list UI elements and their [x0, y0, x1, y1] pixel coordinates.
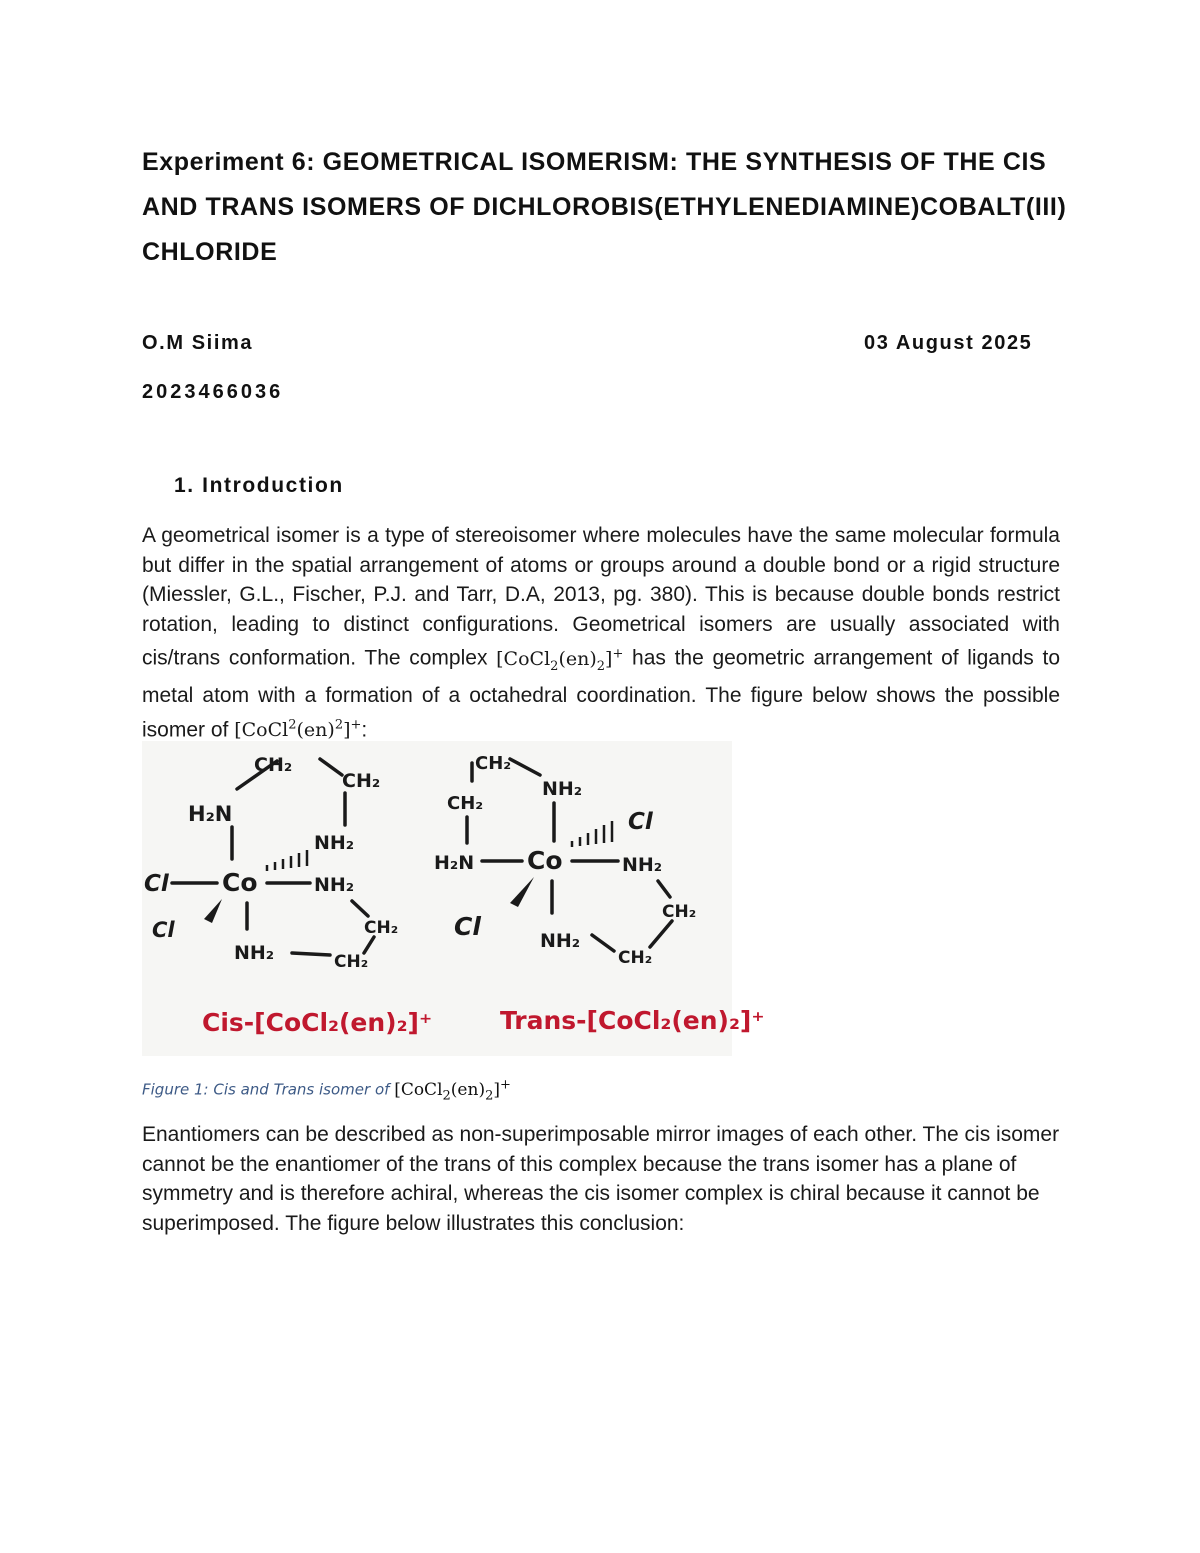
trans-bond-nh2-ch2	[658, 881, 670, 897]
cis-h2n: H₂N	[188, 802, 233, 826]
trans-nh2-top: NH₂	[542, 778, 583, 800]
cis-ch2-lower: CH₂	[364, 918, 399, 938]
cis-co: Co	[222, 868, 258, 897]
trans-ch2-top: CH₂	[475, 753, 512, 774]
trans-bond-ch2-ch2-lower	[650, 921, 672, 947]
cis-nh2-bottom: NH₂	[234, 942, 275, 964]
trans-structure	[434, 753, 765, 1035]
trans-cl-hash: Cl	[628, 809, 653, 835]
trans-hash-bond	[572, 821, 612, 847]
cis-bond-nh2-ch2-bottom	[292, 953, 330, 955]
trans-nh2-right: NH₂	[622, 854, 663, 876]
cis-ch2-top: CH₂	[254, 754, 293, 776]
cis-structure	[144, 754, 432, 1037]
intro-text-a: A geometrical isomer is a type of stereoisomer where molecules have the same molecular formula but differ in the spatial arrangement of atoms or groups around a double bond or a rigid structure (Miessler, G.L., Fischer, P.J. and Tarr, D.A, 2013, pg. 380). This is because double bonds restrict rotation, leading to distinct configurations. Geometrical isomers are usually associated with cis/trans conformation. The complex	[142, 524, 1060, 670]
figure-caption	[142, 1077, 511, 1103]
document-title: Experiment 6: GEOMETRICAL ISOMERISM: THE SYNTHESIS OF THE CIS AND TRANS ISOMERS OF DICHLOROBIS(ETHYLENEDIAMINE)COBALT(III) CHLORIDE	[142, 148, 1067, 266]
trans-ch2-bottom: CH₂	[618, 948, 653, 968]
caption-formula: $[CoCl_2(en)_2]^+$	[394, 1077, 511, 1104]
trans-ch2-left: CH₂	[447, 793, 484, 814]
cis-cl-wedge: Cl	[152, 918, 175, 942]
trans-co: Co	[527, 846, 563, 875]
intro-text-b: has the geometric arrangement of ligands to metal atom with a formation of a octahedral coordination. The figure below shows the possible isomer of	[142, 646, 1060, 742]
isomer-drawing	[142, 741, 765, 1056]
trans-nh2-bottom: NH₂	[540, 930, 581, 952]
report-date: 03 August 2025	[864, 332, 1033, 354]
trans-ch2-right: CH₂	[662, 902, 697, 922]
cis-ch2-bottom: CH₂	[334, 952, 369, 972]
enantiomer-paragraph: Enantiomers can be described as non-superimposable mirror images of each other. The cis isomer cannot be the enantiomer of the trans of this complex because the trans isomer has a plane of symmetry and is therefore achiral, whereas the cis isomer complex is chiral because it cannot be superimposed. The figure below illustrates this conclusion:	[142, 1123, 1060, 1235]
cis-bond-nh2-ch2	[352, 901, 368, 916]
section-heading-introduction: 1. Introduction	[174, 474, 344, 497]
cis-bond-ch2-ch2-lower	[364, 937, 374, 953]
trans-cl-wedge: Cl	[454, 912, 481, 941]
cis-label: Cis-[CoCl₂(en)₂]⁺	[202, 1008, 433, 1037]
cis-nh2-right: NH₂	[314, 874, 355, 896]
cis-wedge-bond	[204, 899, 222, 923]
trans-h2n: H₂N	[434, 852, 475, 874]
trans-bond-ch2-nh2	[510, 759, 540, 775]
figure-isomers-photo	[142, 741, 765, 1056]
caption-text: Figure 1: Cis and Trans isomer of	[142, 1080, 390, 1099]
trans-label: Trans-[CoCl₂(en)₂]⁺	[500, 1006, 765, 1035]
author-name: O.M Siima	[142, 332, 254, 354]
complex-formula-alt: [CoCl$^2$(en)$^2$]+	[234, 717, 362, 742]
introduction-paragraph	[142, 521, 1060, 746]
cis-cl-left: Cl	[144, 871, 169, 897]
cis-nh2-wedge: NH₂	[314, 832, 355, 854]
cis-bond-ch2-ch2	[320, 759, 342, 775]
trans-bond-nh2-ch2-bottom	[592, 935, 614, 951]
intro-text-c: :	[361, 718, 368, 742]
trans-wedge-bond	[510, 877, 534, 907]
cis-ch2-right: CH₂	[342, 770, 381, 792]
cis-hash-bond	[267, 850, 307, 871]
complex-formula: $[CoCl_2(en)_2]^+$	[496, 646, 624, 674]
student-id: 2023466036	[142, 381, 284, 403]
